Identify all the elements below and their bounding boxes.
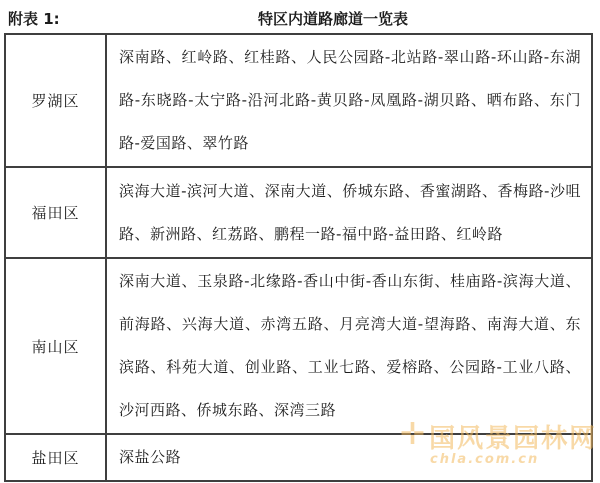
- roads-cell: 深南路、红岭路、红桂路、人民公园路-北站路-翠山路-环山路-东湖路-东晓路-太宁路-沿河北路-黄贝路-凤凰路-湖贝路、晒布路、东门路-爱国路、翠竹路: [106, 34, 592, 167]
- roads-cell: 深南大道、玉泉路-北缘路-香山中街-香山东街、桂庙路-滨海大道、前海路、兴海大道、赤湾五路、月亮湾大道-望海路、南海大道、东滨路、科苑大道、创业路、工业七路、爱榕路、公园路-工业八路、沙河西路、侨城东路、深湾三路: [106, 258, 592, 434]
- appendix-label: 附表 1:: [8, 10, 60, 28]
- roads-cell: 滨海大道-滨河大道、深南大道、侨城东路、香蜜湖路、香梅路-沙咀路、新洲路、红荔路、鹏程一路-福中路-益田路、红岭路: [106, 167, 592, 258]
- district-cell: 罗湖区: [5, 34, 106, 167]
- watermark-site-name-text: 国风景园林网: [429, 424, 598, 454]
- watermark-logo-icon: ✛: [400, 418, 428, 452]
- watermark-site-url: chla.com.cn: [430, 452, 540, 467]
- table-row: [5, 434, 592, 481]
- table-row: [5, 258, 592, 434]
- roads-table: [4, 33, 593, 482]
- district-cell: 福田区: [5, 167, 106, 258]
- roads-cell: 深盐公路: [106, 434, 592, 481]
- header: [0, 4, 600, 30]
- table-row: [5, 167, 592, 258]
- district-cell: 盐田区: [5, 434, 106, 481]
- district-cell: 南山区: [5, 258, 106, 434]
- page-title: 特区内道路廊道一览表: [257, 10, 408, 28]
- table-row: [5, 34, 592, 167]
